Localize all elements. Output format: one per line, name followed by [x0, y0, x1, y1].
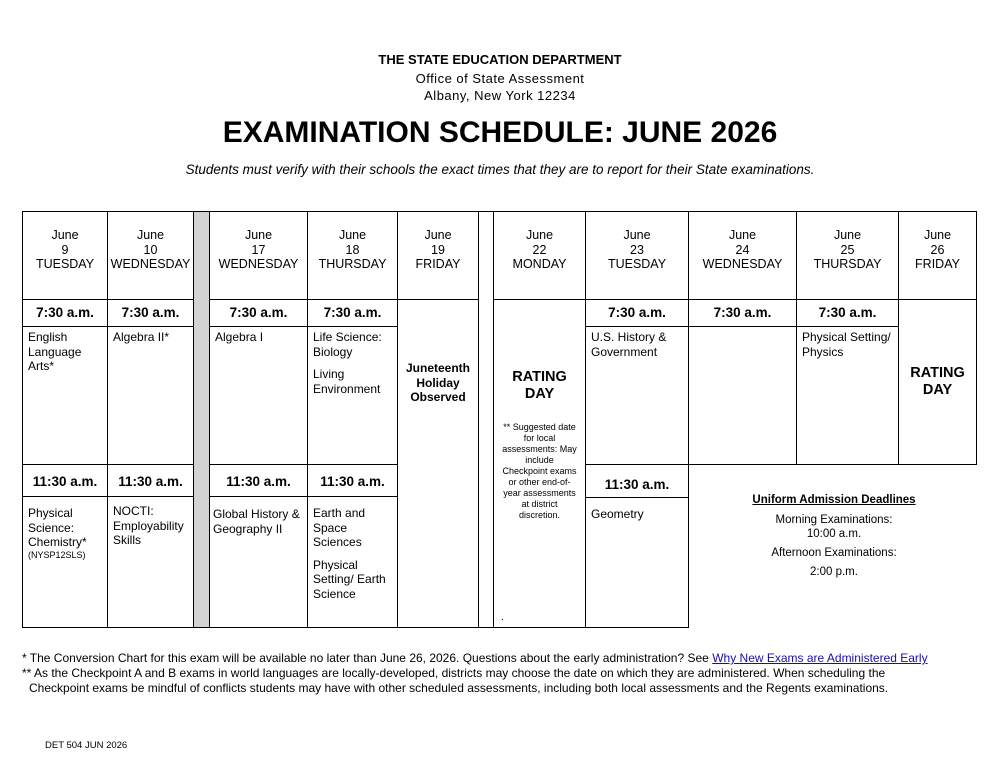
afternoon-time-jun10: 11:30 a.m. — [107, 464, 194, 497]
afternoon-time-jun18: 11:30 a.m. — [307, 464, 398, 497]
exam-code: (NYSP12SLS) — [28, 549, 86, 560]
admission-morning-label: Morning Examinations: — [775, 514, 893, 526]
day-month: June — [244, 228, 273, 242]
rating-day-jun26 — [898, 299, 977, 465]
day-weekday: WEDNESDAY — [702, 257, 783, 271]
document-code: DET 504 JUN 2026 — [45, 740, 128, 751]
day-number: 23 — [630, 242, 644, 257]
exam-name: NOCTI: Employability Skills — [113, 504, 184, 547]
weekend-gap-column — [478, 211, 494, 628]
day-header-jun26 — [898, 211, 977, 300]
morning-time-jun9: 7:30 a.m. — [22, 299, 108, 327]
footnote-1-text: The Conversion Chart for this exam will be available no later than June 26, 2026. Questions about the early administration? See — [26, 651, 713, 665]
footnote-2-line-1: ** As the Checkpoint A and B exams in world languages are locally-developed, districts may choose the date on which they are administered. When scheduling the — [22, 666, 886, 680]
day-month: June — [728, 228, 757, 242]
exam-name: Physical Setting/ Earth Science — [313, 557, 386, 601]
department-name: THE STATE EDUCATION DEPARTMENT — [378, 52, 622, 67]
afternoon-time-jun17: 11:30 a.m. — [209, 464, 308, 497]
footnote-1 — [22, 651, 992, 665]
day-header-jun24 — [688, 211, 797, 300]
morning-exam-jun23 — [585, 326, 689, 465]
exam-name: Earth and Space Sciences — [313, 506, 366, 549]
exam-name: Physical Setting/ Physics — [802, 330, 891, 359]
day-weekday: TUESDAY — [607, 257, 667, 271]
afternoon-exam-jun23 — [585, 497, 689, 628]
rating-day-label: RATING DAY — [910, 365, 965, 398]
day-weekday: THURSDAY — [813, 257, 882, 271]
exam-name: Living Environment — [313, 367, 381, 396]
day-header-jun23 — [585, 211, 689, 300]
rating-day-label: RATING DAY — [512, 369, 567, 402]
day-number: 24 — [735, 242, 750, 257]
day-header-jun19 — [397, 211, 479, 300]
day-header-jun9 — [22, 211, 108, 300]
morning-exam-jun25 — [796, 326, 899, 465]
period-mark: . — [501, 612, 504, 623]
juneteenth-label: Juneteenth Holiday Observed — [405, 361, 470, 404]
office-name: Office of State Assessment — [415, 71, 585, 86]
admission-afternoon-label: Afternoon Examinations: — [771, 547, 897, 559]
week-gap-column — [193, 211, 210, 628]
admission-title: Uniform Admission Deadlines — [752, 494, 916, 506]
day-month: June — [136, 228, 165, 242]
afternoon-exam-jun9 — [22, 496, 108, 628]
exam-name: U.S. History & Government — [591, 330, 667, 359]
day-month: June — [623, 228, 651, 242]
day-number: 26 — [930, 242, 945, 257]
admission-deadlines — [690, 494, 978, 579]
admission-afternoon-time: 2:00 p.m. — [810, 566, 858, 578]
day-weekday: TUESDAY — [35, 257, 95, 271]
day-weekday: FRIDAY — [915, 257, 960, 271]
day-header-jun25 — [796, 211, 899, 300]
afternoon-time-jun9: 11:30 a.m. — [22, 464, 108, 497]
day-number: 22 — [532, 242, 547, 257]
morning-time-jun17: 7:30 a.m. — [209, 299, 308, 327]
page-title: EXAMINATION SCHEDULE: JUNE 2026 — [222, 116, 778, 149]
afternoon-time-jun23: 11:30 a.m. — [585, 464, 689, 498]
exam-name: Geometry — [591, 507, 644, 521]
exam-name: Algebra II* — [113, 330, 170, 344]
day-month: June — [525, 228, 554, 242]
footnote-star: * — [22, 651, 27, 665]
day-number: 10 — [143, 242, 158, 257]
exam-name: Global History & Geography II — [213, 507, 300, 536]
exam-name: English Language Arts* — [28, 330, 82, 373]
morning-exam-jun18 — [307, 326, 398, 465]
juneteenth-cell — [397, 299, 479, 628]
exam-name: Physical Science: Chemistry* — [28, 506, 87, 549]
exam-name: Life Science: Biology — [313, 330, 382, 359]
day-month: June — [923, 228, 952, 242]
exam-name: Algebra I — [215, 330, 264, 344]
footnote-2-line-2: Checkpoint exams be mindful of conflicts students may have with other scheduled assessments, including both local assessments and the Regents examinations. — [29, 681, 889, 695]
day-weekday: THURSDAY — [318, 257, 387, 271]
page-subtitle: Students must verify with their schools the exact times that they are to report for their State examinations. — [185, 162, 815, 177]
rating-day-jun22 — [493, 299, 586, 628]
day-number: 9 — [61, 242, 69, 257]
day-number: 25 — [840, 242, 855, 257]
rating-day-note: ** Suggested date for local assessments: May include Checkpoint exams or other end-of-year assessments at district discretion. — [502, 422, 577, 520]
day-weekday: MONDAY — [512, 257, 567, 271]
morning-time-jun23: 7:30 a.m. — [585, 299, 689, 327]
day-month: June — [51, 228, 79, 242]
day-header-jun18 — [307, 211, 398, 300]
day-month: June — [338, 228, 367, 242]
morning-exam-jun17 — [209, 326, 308, 465]
morning-time-jun10: 7:30 a.m. — [107, 299, 194, 327]
morning-time-jun25: 7:30 a.m. — [796, 299, 899, 327]
day-weekday: WEDNESDAY — [218, 257, 299, 271]
morning-time-jun18: 7:30 a.m. — [307, 299, 398, 327]
day-header-jun10 — [107, 211, 194, 300]
afternoon-exam-jun18 — [307, 496, 398, 628]
morning-exam-jun24 — [688, 326, 797, 465]
morning-exam-jun9 — [22, 326, 108, 465]
day-header-jun22 — [493, 211, 586, 300]
morning-time-jun24: 7:30 a.m. — [688, 299, 797, 327]
morning-exam-jun10 — [107, 326, 194, 465]
day-number: 18 — [345, 242, 360, 257]
day-month: June — [833, 228, 862, 242]
day-header-jun17 — [209, 211, 308, 300]
day-weekday: WEDNESDAY — [110, 257, 191, 271]
office-address: Albany, New York 12234 — [424, 88, 576, 103]
day-number: 19 — [431, 242, 445, 257]
afternoon-exam-jun10 — [107, 496, 194, 628]
day-number: 17 — [251, 242, 266, 257]
afternoon-exam-jun17 — [209, 496, 308, 628]
day-weekday: FRIDAY — [415, 257, 461, 271]
admission-morning-time: 10:00 a.m. — [806, 528, 862, 540]
early-admin-link[interactable]: Why New Exams are Administered Early — [712, 651, 928, 665]
day-month: June — [424, 228, 452, 242]
